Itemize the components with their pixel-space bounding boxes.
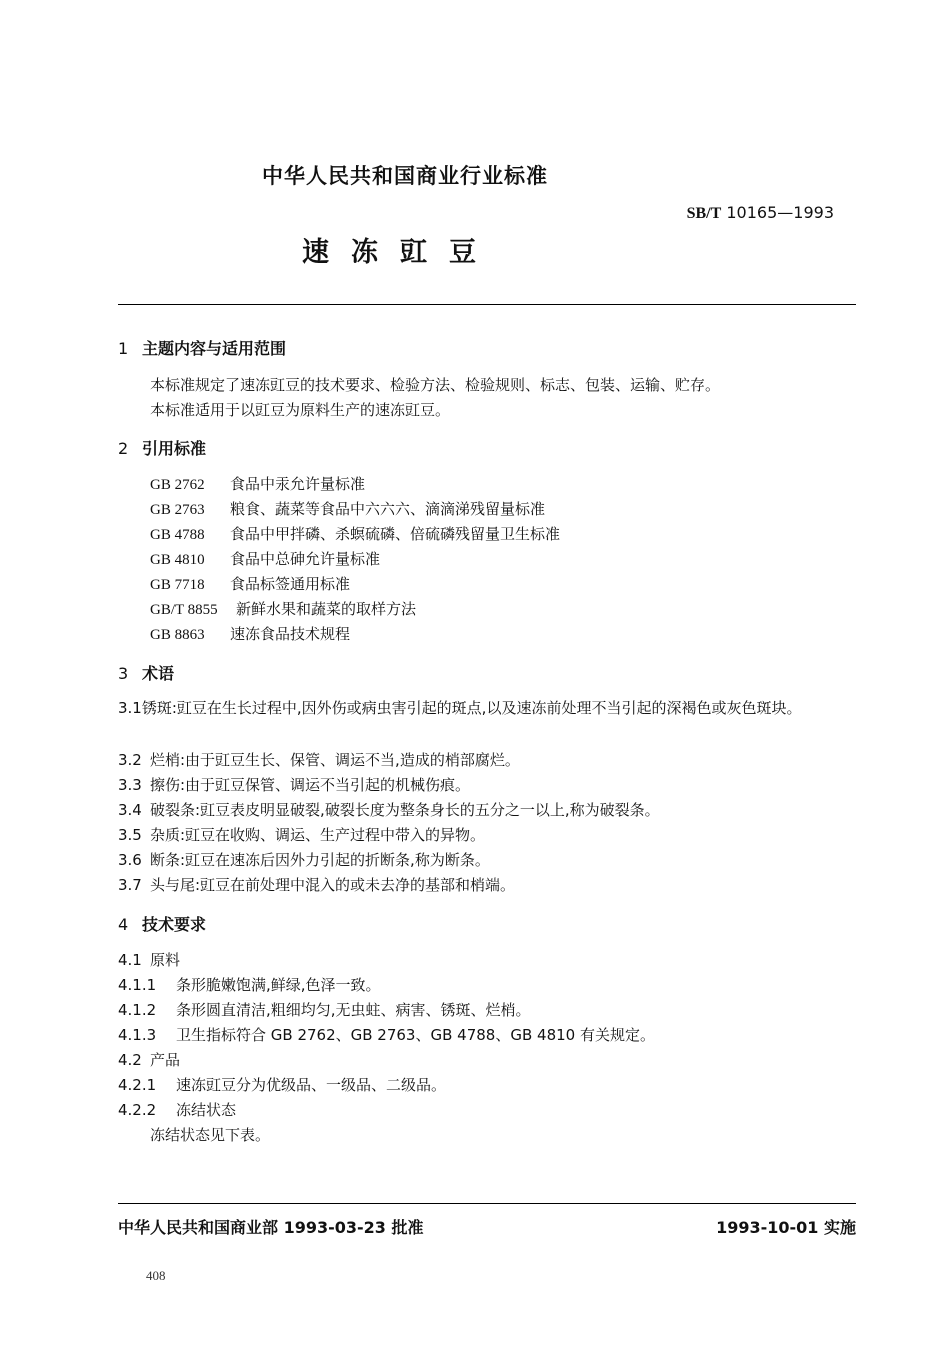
requirement-text: 原料 [150,951,181,969]
reference-name: 速冻食品技术规程 [230,625,351,643]
org-title: 中华人民共和国商业行业标准 [262,164,548,188]
reference-item [150,623,350,644]
section-title: 技术要求 [142,915,207,934]
reference-name: 粮食、蔬菜等食品中六六六、滴滴涕残留量标准 [230,500,546,518]
reference-name: 食品中汞允许量标准 [230,475,366,493]
standard-number: 10165—1993 [726,203,834,222]
term-text: 烂梢:由于豇豆生长、保管、调运不当,造成的梢部腐烂。 [150,751,520,769]
term-text: 破裂条:豇豆表皮明显破裂,破裂长度为整条身长的五分之一以上,称为破裂条。 [150,801,660,819]
section-number: 4 [118,915,129,934]
approval-line: 中华人民共和国商业部 1993-03-23 批准 [118,1218,424,1237]
reference-name: 食品中总砷允许量标准 [230,550,381,568]
header-rule [118,304,856,305]
requirement-number: 4.1.3 [118,1026,157,1044]
requirement-text: 冻结状态 [176,1101,237,1119]
term-item [118,799,660,820]
term-text: 头与尾:豇豆在前处理中混入的或未去净的基部和梢端。 [150,876,516,894]
reference-code: GB 4788 [150,527,205,543]
reference-code: GB 2762 [150,477,205,493]
section-2-heading [118,436,206,459]
section-number: 3 [118,664,129,683]
term-item [118,874,515,895]
section-1-paragraph: 本标准适用于以豇豆为原料生产的速冻豇豆。 [150,401,451,419]
section-number: 1 [118,339,129,358]
term-item [118,824,485,845]
requirement-text: 卫生指标符合 GB 2762、GB 2763、GB 4788、GB 4810 有关规定。 [176,1026,655,1044]
requirement-item [118,1049,180,1070]
term-number: 3.4 [118,801,142,819]
table-note: 冻结状态见下表。 [150,1126,271,1144]
term-item [118,774,470,795]
term-item [118,696,858,720]
section-title: 术语 [142,664,175,683]
term-text: 断条:豇豆在速冻后因外力引起的折断条,称为断条。 [150,851,490,869]
section-3-heading [118,661,174,684]
requirement-item [118,974,381,995]
footer-rule [118,1203,856,1204]
requirement-text: 条形圆直清洁,粗细均匀,无虫蛀、病害、锈斑、烂梢。 [176,1001,531,1019]
reference-item [150,523,560,544]
reference-item [150,573,350,594]
section-1-paragraph: 本标准规定了速冻豇豆的技术要求、检验方法、检验规则、标志、包装、运输、贮存。 [150,376,721,394]
standard-code [687,203,834,223]
requirement-text: 速冻豇豆分为优级品、一级品、二级品。 [176,1076,447,1094]
reference-item [150,498,545,519]
section-number: 2 [118,439,129,458]
requirement-number: 4.1.2 [118,1001,157,1019]
requirement-item [118,1074,446,1095]
requirement-number: 4.2.1 [118,1076,157,1094]
section-title: 引用标准 [142,439,207,458]
requirement-item [118,1099,236,1120]
term-text: 擦伤:由于豇豆保管、调运不当引起的机械伤痕。 [150,776,471,794]
implementation-date: 1993-10-01 实施 [716,1218,856,1237]
term-item [118,749,520,770]
reference-name: 食品中甲拌磷、杀螟硫磷、倍硫磷残留量卫生标准 [230,525,561,543]
reference-code: GB 2763 [150,502,205,518]
requirement-number: 4.2.2 [118,1101,157,1119]
reference-item [150,473,365,494]
reference-code: GB 8863 [150,627,205,643]
requirement-item [118,949,180,970]
requirement-text: 产品 [150,1051,181,1069]
term-number: 3.2 [118,751,142,769]
reference-code: GB 4810 [150,552,205,568]
requirement-number: 4.1 [118,951,142,969]
term-text: 杂质:豇豆在收购、调运、生产过程中带入的异物。 [150,826,486,844]
standard-prefix: SB/T [686,205,722,222]
reference-item [150,548,380,569]
term-number: 3.1 [118,699,142,717]
reference-name: 新鲜水果和蔬菜的取样方法 [236,600,417,618]
reference-name: 食品标签通用标准 [230,575,351,593]
term-number: 3.5 [118,826,142,844]
requirement-number: 4.2 [118,1051,142,1069]
reference-code: GB 7718 [150,577,205,593]
term-text: 锈斑:豇豆在生长过程中,因外伤或病虫害引起的斑点,以及速冻前处理不当引起的深褐色或灰色斑块。 [141,699,802,717]
reference-code: GB/T 8855 [150,602,218,618]
reference-item [150,598,416,619]
section-4-heading [118,912,206,935]
section-title: 主题内容与适用范围 [142,339,287,358]
term-number: 3.7 [118,876,142,894]
term-item [118,849,490,870]
term-number: 3.6 [118,851,142,869]
page-number: 408 [146,1268,166,1283]
requirement-number: 4.1.1 [118,976,157,994]
section-1-heading [118,336,286,359]
document-title: 速冻豇豆 [302,237,498,268]
requirement-item [118,999,531,1020]
term-number: 3.3 [118,776,142,794]
requirement-item [118,1024,655,1045]
requirement-text: 条形脆嫩饱满,鲜绿,色泽一致。 [176,976,381,994]
